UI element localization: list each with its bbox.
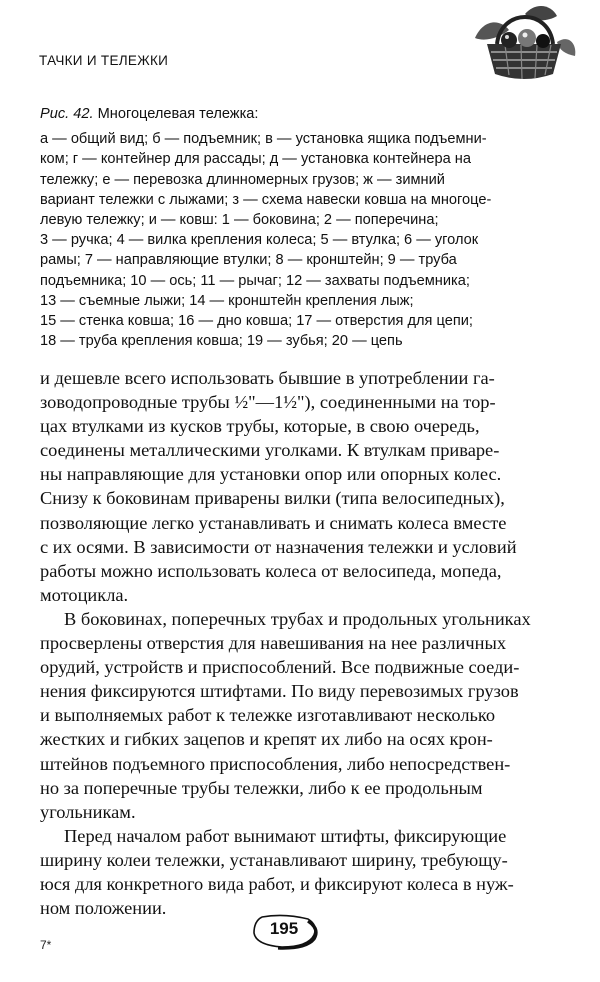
caption-line: левую тележку; и — ковш: 1 — боковина; 2 — поперечина; — [40, 212, 439, 229]
body-line: позволяющие легко устанавливать и снимать колеса вместе — [40, 512, 507, 533]
figure-title-line — [40, 104, 550, 124]
caption-line: а — общий вид; б — подъемник; в — установка ящика подъемни- — [40, 131, 487, 148]
body-line: нения фиксируются штифтами. По виду перевозимых грузов — [40, 681, 519, 702]
caption-line: 15 — стенка ковша; 16 — дно ковша; 17 — отверстия для цепи; — [40, 313, 473, 330]
running-head: ТАЧКИ И ТЕЛЕЖКИ — [39, 53, 169, 68]
caption-line: 18 — труба крепления ковша; 19 — зубья; 20 — цепь — [40, 333, 403, 350]
body-line: с их осями. В зависимости от назначения тележки и условий — [40, 536, 517, 557]
caption-line: рамы; 7 — направляющие втулки; 8 — кронштейн; 9 — труба — [40, 252, 457, 269]
body-line: и выполняемых работ к тележке изготавливают несколько — [40, 705, 496, 726]
body-line: просверлены отверстия для навешивания на нее различных — [40, 633, 507, 654]
body-line: мотоцикла. — [40, 584, 129, 605]
body-line: Перед началом работ вынимают штифты, фиксирующие — [64, 825, 507, 846]
body-line: штейнов подъемного приспособления, либо непосредствен- — [40, 753, 511, 774]
body-text — [40, 366, 554, 920]
caption-line: подъемника; 10 — ось; 11 — рычаг; 12 — захваты подъемника; — [40, 272, 470, 289]
page-number: 195 — [269, 919, 299, 938]
body-line: жестких и гибких зацепов и крепят их либо на осях крон- — [40, 729, 493, 750]
signature-mark: 7* — [40, 938, 52, 952]
figure-label: Рис. 42. — [40, 106, 94, 122]
body-line: В боковинах, поперечных трубах и продольных угольниках — [64, 608, 531, 629]
body-line: юся для конкретного вида работ, и фиксируют колеса в нуж- — [40, 873, 514, 894]
body-line: зоводопроводные трубы ½"—1½"), соединенными на тор- — [40, 392, 496, 413]
figure-title: Многоцелевая тележка: — [97, 106, 259, 122]
caption-line: 3 — ручка; 4 — вилка крепления колеса; 5 — втулка; 6 — уголок — [40, 232, 479, 249]
body-line: ном положении. — [40, 898, 167, 919]
body-line: и дешевле всего использовать бывшие в употреблении га- — [40, 368, 495, 388]
body-line: но за поперечные трубы тележки, либо к ее продольным — [40, 777, 483, 798]
page-number-badge — [248, 913, 320, 951]
garden-basket-vignette-icon — [465, 0, 580, 85]
body-line: угольникам. — [40, 801, 136, 822]
body-line: ны направляющие для установки опор или опорных колес. — [40, 464, 502, 485]
caption-line: 13 — съемные лыжи; 14 — кронштейн крепления лыж; — [40, 292, 414, 309]
caption-line: тележку; е — перевозка длинномерных грузов; ж — зимний — [40, 171, 445, 188]
caption-line: вариант тележки с лыжами; з — схема навески ковша на многоце- — [40, 191, 492, 208]
body-line: Снизу к боковинам приварены вилки (типа велосипедных), — [40, 488, 505, 509]
body-line: цах втулками из кусков трубы, которые, в свою очередь, — [40, 416, 480, 437]
caption-line: ком; г — контейнер для рассады; д — установка контейнера на — [40, 151, 471, 168]
figure-caption — [40, 104, 550, 351]
body-line: работы можно использовать колеса от велосипеда, мопеда, — [40, 560, 502, 581]
body-line: соединены металлическими уголками. К втулкам приваре- — [40, 440, 500, 461]
body-line: орудий, устройств и приспособлений. Все подвижные соеди- — [40, 657, 520, 678]
body-line: ширину колеи тележки, устанавливают ширину, требующу- — [40, 849, 508, 870]
